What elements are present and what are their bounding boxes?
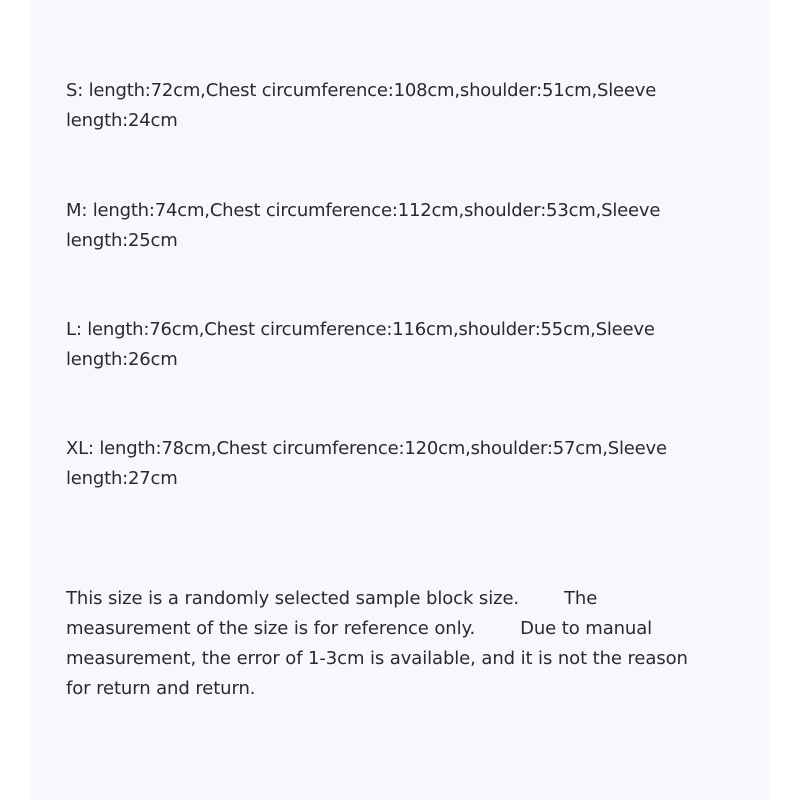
- size-entry-m-line-1: M: length:74cm,Chest circumference:112cm,shoulder:53cm,Sleeve: [66, 200, 661, 221]
- size-entry-m-line-2: length:25cm: [66, 230, 178, 251]
- disclaimer-line-2: measurement of the size is for reference only. Due to manual: [66, 618, 653, 639]
- size-entry-s-line-2: length:24cm: [66, 110, 178, 131]
- size-entry-l: [66, 315, 726, 375]
- size-entry-s: [66, 76, 726, 136]
- disclaimer-line-3: measurement, the error of 1-3cm is available, and it is not the reason: [66, 648, 688, 669]
- disclaimer-line-1: This size is a randomly selected sample block size. The: [66, 588, 598, 609]
- size-chart-panel: [30, 0, 770, 800]
- measurement-disclaimer: [66, 584, 734, 704]
- size-entry-m: [66, 196, 726, 256]
- size-entry-xl-line-2: length:27cm: [66, 468, 178, 489]
- size-entry-xl-line-1: XL: length:78cm,Chest circumference:120cm,shoulder:57cm,Sleeve: [66, 438, 667, 459]
- size-entry-l-line-2: length:26cm: [66, 349, 178, 370]
- size-entry-l-line-1: L: length:76cm,Chest circumference:116cm,shoulder:55cm,Sleeve: [66, 319, 655, 340]
- disclaimer-line-4: for return and return.: [66, 678, 256, 699]
- size-entry-s-line-1: S: length:72cm,Chest circumference:108cm,shoulder:51cm,Sleeve: [66, 80, 657, 101]
- size-entry-xl: [66, 434, 726, 494]
